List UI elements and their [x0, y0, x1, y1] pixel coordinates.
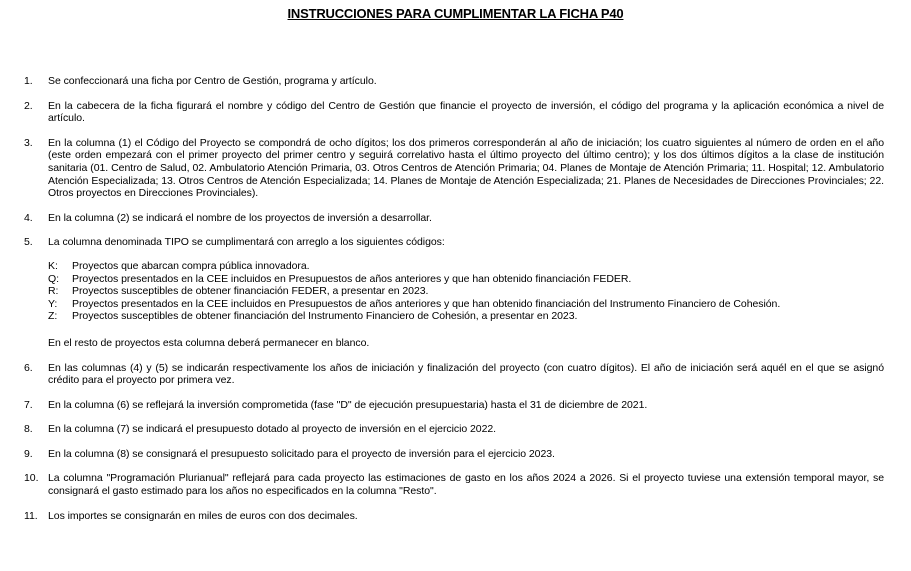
- list-item: [24, 236, 884, 349]
- item-body: [48, 236, 884, 349]
- list-item: [24, 510, 884, 523]
- item-text: En las columnas (4) y (5) se indicarán respectivamente los años de iniciación y finalización del proyecto (con cuatro dígitos). El año de iniciación será aquél en el que se asignó crédito para el proyecto por primera vez.: [48, 361, 884, 387]
- item-number: 10.: [24, 472, 39, 485]
- item-number: 9.: [24, 447, 33, 460]
- list-item: [24, 472, 884, 497]
- codes-note: En el resto de proyectos esta columna deberá permanecer en blanco.: [48, 336, 370, 349]
- code-description: Proyectos que abarcan compra pública innovadora.: [72, 259, 310, 272]
- list-item: [24, 448, 884, 461]
- code-description: Proyectos presentados en la CEE incluidos en Presupuestos de años anteriores y que han obtenido financiación del Instrumento Financiero de Cohesión.: [72, 297, 781, 310]
- item-number: 6.: [24, 361, 33, 374]
- item-text: En la columna (6) se reflejará la inversión comprometida (fase "D" de ejecución presupuestaria) hasta el 31 de diciembre de 2021.: [48, 398, 648, 411]
- code-description: Proyectos presentados en la CEE incluidos en Presupuestos de años anteriores y que han obtenido financiación FEDER.: [72, 272, 632, 285]
- item-number: 4.: [24, 211, 33, 224]
- item-text: En la cabecera de la ficha figurará el nombre y código del Centro de Gestión que financie el proyecto de inversión, el código del programa y la aplicación económica a nivel de artículo.: [48, 99, 884, 125]
- code-row: [48, 273, 884, 286]
- item-number: 7.: [24, 398, 33, 411]
- list-item: [24, 399, 884, 412]
- code-row: [48, 285, 884, 298]
- list-item: [24, 100, 884, 125]
- code-letter: K:: [48, 259, 58, 272]
- item-text: La columna denominada TIPO se cumplimentará con arreglo a los siguientes códigos:: [48, 236, 445, 249]
- item-text: En la columna (2) se indicará el nombre de los proyectos de inversión a desarrollar.: [48, 211, 432, 224]
- item-text: En la columna (1) el Código del Proyecto se compondrá de ocho dígitos; los dos primeros corresponderán al año de iniciación; los cuatro siguientes al número de orden en el año (este orden empezará con el primer proyecto del primer centro y seguirá correlativo hasta el último proyecto del último centro); y los dos últimos dígitos a la clase de institución sanitaria (01. Centro de Salud, 02. Ambulatorio Atención Primaria, 03. Otros Centros de Atención Primaria; 04. Planes de Montaje de Atención Primaria; 11. Hospital; 12. Ambulatorio Atención Especializada; 13. Otros Centros de Atención Especializada; 14. Planes de Montaje de Atención Especializada; 21. Planes de Necesidades de Direcciones Provinciales; 22. Otros proyectos en Direcciones Provinciales).: [48, 136, 884, 200]
- item-number: 2.: [24, 99, 33, 112]
- code-row: [48, 310, 884, 323]
- item-number: 11.: [24, 509, 38, 522]
- code-row: [48, 260, 884, 273]
- item-number: 3.: [24, 136, 33, 149]
- code-description: Proyectos susceptibles de obtener financiación FEDER, a presentar en 2023.: [72, 285, 429, 298]
- item-text: En la columna (8) se consignará el presupuesto solicitado para el proyecto de inversión para el ejercicio 2023.: [48, 447, 555, 460]
- item-text: La columna "Programación Plurianual" reflejará para cada proyecto las estimaciones de gasto en los años 2024 a 2026. Si el proyecto tuviese una extensión temporal mayor, se consignará el gasto estimado para los años no especificados en la columna "Resto".: [48, 472, 884, 498]
- codes-list: [48, 260, 884, 323]
- list-item: [24, 75, 884, 88]
- code-row: [48, 298, 884, 311]
- code-letter: Z:: [48, 310, 58, 323]
- list-item: [24, 212, 884, 225]
- list-item: [24, 423, 884, 436]
- item-text: Se confeccionará una ficha por Centro de Gestión, programa y artículo.: [48, 75, 377, 87]
- item-number: 8.: [24, 423, 33, 436]
- code-letter: Y:: [48, 297, 58, 310]
- code-letter: Q:: [48, 272, 59, 285]
- item-number: 5.: [24, 236, 33, 249]
- item-number: 1.: [24, 75, 33, 87]
- item-text: Los importes se consignarán en miles de euros con dos decimales.: [48, 509, 358, 522]
- list-item: [24, 137, 884, 200]
- code-letter: R:: [48, 285, 59, 298]
- instructions-list: [24, 75, 884, 534]
- page-title: INSTRUCCIONES PARA CUMPLIMENTAR LA FICHA P40: [287, 6, 624, 21]
- code-description: Proyectos susceptibles de obtener financiación del Instrumento Financiero de Cohesión, a presentar en 2023.: [72, 310, 578, 323]
- list-item: [24, 362, 884, 387]
- item-text: En la columna (7) se indicará el presupuesto dotado al proyecto de inversión en el ejercicio 2022.: [48, 423, 497, 436]
